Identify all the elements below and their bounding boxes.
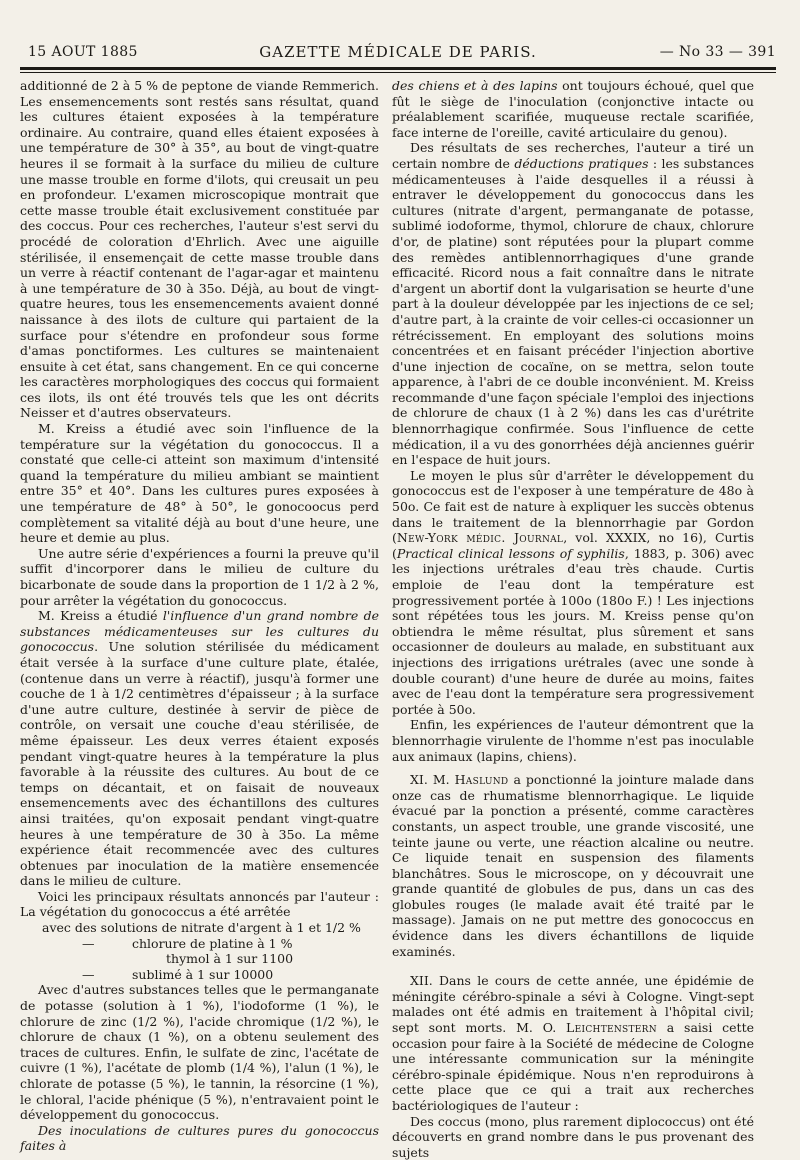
running-header [20, 40, 776, 62]
text-run: XII. Dans le cours de cette année, une épidémie de méningite cérébro-spinale a sévi à Cologne. Vingt-sept malades ont été admis en traitement à l'hôpital civil; sept sont morts. M. O. [392, 973, 754, 1036]
italic-run: des chiens et à des lapins [392, 78, 558, 93]
paragraph [20, 608, 379, 889]
right-column [392, 78, 754, 1160]
header-rule-thin [20, 72, 776, 73]
issue-date: 15 AOUT 1885 [28, 44, 138, 60]
list-item [20, 967, 379, 983]
text-run: a saisi cette occasion pour faire à la Société de médecine de Cologne une intéressante communication sur la méningite cérébro-spinale épidémique. Nous n'en reproduirons à cette place que ce qui a trait aux recherches bactériologiques de l'auteur : [392, 1020, 754, 1113]
paragraph: Des coccus (mono, plus rarement diplococcus) ont été découverts en grand nombre dans le pus provenant des sujets [392, 1113, 754, 1160]
paragraph [392, 468, 754, 718]
italic-run: l'influence d'un grand nombre de substances médicamenteuses sur les cultures du gonococcus [20, 608, 379, 655]
text-run: XI. M. [410, 772, 455, 788]
text-run: , vol. XXXIX, no 16), Curtis ( [392, 530, 754, 561]
paragraph: Enfin, les expériences de l'auteur démontrent que la blennorrhagie virulente de l'homme n'est pas inoculable aux animaux (lapins, chiens). [392, 717, 754, 764]
results-list [20, 920, 379, 982]
italic-run: Practical clinical lessons of syphilis [396, 545, 625, 561]
paragraph: additionné de 2 à 5 % de peptone de viande Remmerich. Les ensemencements sont restés sans résultat, quand les cultures étaient exposées à la température ordinaire. Au contraire, quand elles étaient exposées à une température de 30° à 35°, au bout de vingt-quatre heures il se formait à la surface du milieu de culture une masse trouble en forme d'ilots, qui creusait un peu en profondeur. L'examen microscopique montrait que cette masse trouble était exclusivement constituée par des coccus. Pour ces recherches, l'auteur s'est servi du procédé de coloration d'Ehrlich. Avec une aiguille stérilisée, il ensemençait de cette masse trouble dans un verre à réactif contenant de l'agar-agar et maintenu à une température de 30 à 35o. Déjà, au bout de vingt-quatre heures, tous les ensemencements avaient donné naissance à des ilots de culture qui partaient de la surface pour s'étendre en profondeur sous forme d'amas ponctiformes. Les cultures se maintenaient ensuite à cet état, sans changement. En ce qui concerne les caractères morphologiques des coccus qui formaient ces ilots, ils ont été trouvés tels que les ont décrits Neisser et d'autres observateurs. [20, 78, 379, 421]
list-item: avec des solutions de nitrate d'argent à 1 et 1/2 % [42, 920, 361, 936]
text-run: M. Kreiss a étudié [38, 608, 163, 624]
paragraph: Avec d'autres substances telles que le permanganate de potasse (solution à 1 %), l'iodoforme (1 %), le chlorure de zinc (1/2 %), l'acide chromique (1/2 %), le chlorure de chaux (1 %), on a obtenu seulement des traces de cultures. Enfin, le sulfate de zinc, l'acétate de cuivre (1 %), l'acétate de plomb (1/4 %), l'alun (1 %), le chlorate de potasse (5 %), le tannin, la résorcine (1 %), le chloral, l'acide phénique (5 %), n'entravaient point le développement du gonococcus. [20, 982, 379, 1123]
text-run: : les substances médicamenteuses à l'aide desquelles il a réussi à entraver le développement du gonococcus dans les cultures (nitrate d'argent, permanganate de potasse, sublimé iodoforme, thymol, chlorure de chaux, chlorure d'or, de platine) sont réputées pour la plupart comme des remèdes antiblennorrhagiques d'une grande efficacité. Ricord nous a fait connaître dans le nitrate d'argent un abortif dont la vulgarisation se heurte d'une part à la douleur développée par les injections de ce sel; d'autre part, à la crainte de voir celles-ci occasionner un rétrécissement. En employant des solutions moins concentrées et en faisant précéder l'injection abortive d'une injection de cocaïne, on se mettra, selon toute apparence, à l'abri de ce double inconvénient. M. Kreiss recommande d'une façon spéciale l'emploi des injections de chlorure de chaux (1 à 2 %) dans les cas d'urétrite blennorrhagique confirmée. Sous l'influence de cette médication, il a vu des gonorrhées déjà anciennes guérir en l'espace de huit jours. [392, 155, 754, 468]
list-item [20, 936, 379, 952]
journal-title: GAZETTE MÉDICALE DE PARIS. [259, 43, 537, 61]
paragraph: Une autre série d'expériences a fourni la preuve qu'il suffit d'incorporer dans le milieu de culture du bicarbonate de soude dans la proportion de 1 1/2 à 2 %, pour arrêter la végétation du gonococcus. [20, 545, 379, 608]
text-run: Des résultats de ses recherches, l'auteur a tiré un certain nombre de [392, 140, 754, 171]
left-column [20, 78, 379, 1154]
text-run: ont toujours échoué, quel que fût le siège de l'inoculation (conjonctive intacte ou préalablement scarifiée, muqueuse rectale scarifiée, face interne de l'oreille, cavité articulaire du genou). [392, 78, 754, 140]
paragraph [392, 772, 754, 959]
small-caps-run: New-York médic. Journal [396, 530, 564, 546]
list-item [20, 951, 379, 967]
paragraph [392, 973, 754, 1113]
page-number: — No 33 — 391 [659, 44, 776, 60]
dash-mark: — [82, 935, 95, 951]
text-run: Le moyen le plus sûr d'arrêter le développement du gonococcus est de l'exposer à une température de 48o à 50o. Ce fait est de nature à expliquer les succès obtenus dans le traitement de la blennorrhagie par Gordon ( [392, 467, 754, 546]
italic-run: Des inoculations de cultures pures du gonococcus faites à [20, 1122, 379, 1154]
paragraph: Voici les principaux résultats annoncés par l'auteur : La végétation du gonococcus a été arrêtée [20, 888, 379, 920]
text-run: a ponctionné la jointure malade dans onze cas de rhumatisme blennorrhagique. Le liquide évacué par la ponction a présenté, comme caractères constants, un aspect trouble, une grande viscosité, une teinte jaune ou verte, une réaction alcaline ou neutre. Ce liquide tenait en suspension des filaments blanchâtres. Sous le microscope, on y découvrait une grande quantité de globules de pus, dans un cas des globules rouges (le malade avait été traité par le massage). Jamais on ne put mettre des gonococcus en évidence dans les divers échantillons de liquide examinés. [392, 772, 754, 959]
small-caps-run: Leichtenstern [566, 1020, 657, 1036]
paragraph [20, 1123, 379, 1154]
list-text: sublimé à 1 sur 10000 [132, 966, 274, 982]
paragraph [392, 78, 754, 140]
text-run: , 1883, p. 306) avec les injections urétrales d'eau très chaude. Curtis emploie de l'eau dont la température est progressivement portée à 100o (180o F.) ! Les injections sont répétées tous les jours. M. Kreiss pense qu'on obtiendra le même résultat, plus sûrement et sans occasionner de douleurs au malade, en substituant aux injections des irrigations urétrales (avec une sonde à double courant) d'une heure de durée au moins, faites avec de l'eau dont la température sera progressivement portée à 50o. [392, 545, 754, 717]
paragraph: M. Kreiss a étudié avec soin l'influence de la température sur la végétation du gonococcus. Il a constaté que celle-ci atteint son maximum d'intensité quand la température du milieu ambiant se maintient entre 35° et 40°. Dans les cultures pures exposées à une température de 48° à 50°, le gonocoocus perd complètement sa vitalité déjà au bout d'une heure, une heure et demie au plus. [20, 421, 379, 546]
paragraph [392, 140, 754, 467]
header-rule-thick [20, 67, 776, 70]
list-text: thymol à 1 sur 1100 [166, 951, 294, 967]
small-caps-run: Haslund [454, 772, 509, 788]
italic-run: déductions pratiques [514, 155, 649, 171]
list-text: chlorure de platine à 1 % [132, 935, 293, 951]
text-run: . Une solution stérilisée du médicament était versée à la surface d'une culture plate, étalée, (contenue dans un verre à réactif), jusqu'à former une couche de 1 à 1/2 centimètres d'épaisseur ; à la surface d'une autre culture, destinée à servir de pièce de contrôle, on versait une couche d'eau stérilisée, de même épaisseur. Les deux verres étaient exposés pendant vingt-quatre heures à la température la plus favorable à la réussite des cultures. Au bout de ce temps on décantait, et on faisait de nouveaux ensemencements avec des échantillons des cultures ainsi traitées, qu'on exposait pendant vingt-quatre heures à une température de 30 à 35o. La même expérience était recommencée avec des cultures obtenues par inoculation de la matière ensemencée dans le milieu de culture. [20, 639, 379, 889]
dash-mark: — [82, 966, 95, 982]
